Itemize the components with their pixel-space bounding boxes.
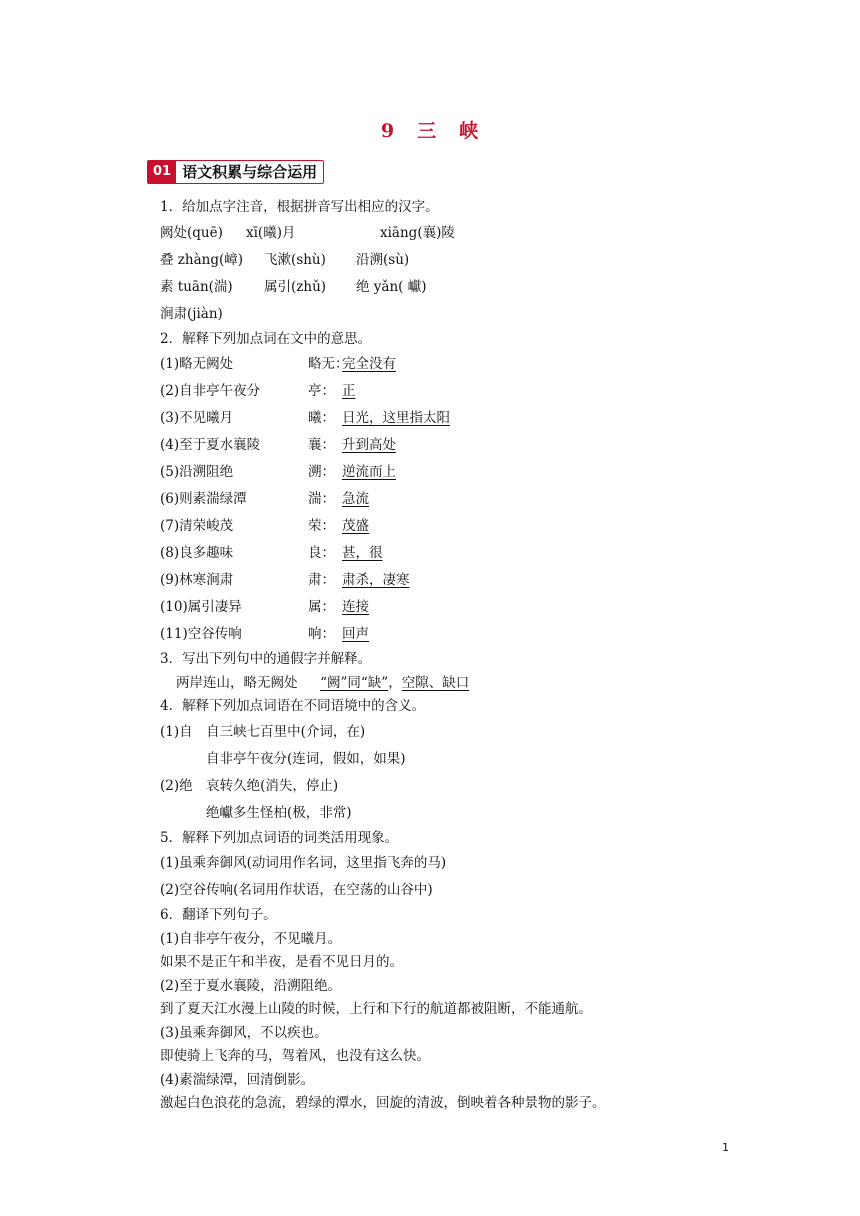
q2-item bbox=[160, 351, 720, 378]
q2-item bbox=[160, 432, 720, 459]
q2-answer: 完全没有 bbox=[342, 356, 396, 372]
q2-item bbox=[160, 405, 720, 432]
q2-answer: 正 bbox=[342, 383, 356, 399]
q3-sentence: 两岸连山，略无阙处 bbox=[176, 674, 298, 691]
q6-source-sentence: (2)至于夏水襄陵，沿溯阻绝。 bbox=[160, 977, 342, 994]
q3-answer-b: 空隙、缺口 bbox=[401, 674, 470, 691]
q6-list bbox=[160, 928, 720, 1116]
q1-row-1 bbox=[160, 220, 720, 247]
q6-heading: 6．翻译下列句子。 bbox=[160, 907, 277, 923]
q2-word: 溯： bbox=[308, 464, 335, 480]
q2-item bbox=[160, 513, 720, 540]
q2-answer: 日光，这里指太阳 bbox=[342, 410, 450, 426]
q2-word: 曦： bbox=[308, 410, 335, 426]
q4-line-3: (2)绝 哀转久绝(消失，停止) bbox=[160, 777, 339, 794]
q2-answer: 肃杀，凄寒 bbox=[342, 572, 410, 588]
q2-word: 亭： bbox=[308, 383, 335, 399]
q1-row-4 bbox=[160, 301, 720, 328]
q3-answer-line bbox=[160, 672, 720, 696]
q1-row-2 bbox=[160, 247, 720, 274]
q2-word: 响： bbox=[308, 626, 335, 642]
q2-phrase: (4)至于夏水襄陵 bbox=[160, 437, 261, 453]
lesson-number: 9 bbox=[380, 120, 396, 142]
q3-answer-a: “阙”同“缺” bbox=[320, 674, 389, 691]
pinyin-item: xī(曦)月 bbox=[246, 224, 296, 241]
q2-phrase: (7)清荣峻茂 bbox=[160, 518, 234, 534]
q2-phrase: (3)不见曦月 bbox=[160, 410, 234, 426]
q2-phrase: (10)属引凄异 bbox=[160, 599, 242, 615]
q6-source-sentence: (4)素湍绿潭，回清倒影。 bbox=[160, 1071, 315, 1088]
q5-line-2: (2)空谷传响(名词用作状语，在空荡的山谷中) bbox=[160, 882, 433, 898]
q2-list bbox=[160, 351, 720, 648]
q2-item bbox=[160, 594, 720, 621]
q2-word: 略无： bbox=[308, 356, 349, 372]
q2-answer: 茂盛 bbox=[342, 518, 369, 534]
q2-word: 属： bbox=[308, 599, 335, 615]
title-char-1: 三 bbox=[417, 120, 438, 142]
q2-answer: 甚，很 bbox=[342, 545, 383, 561]
q2-phrase: (11)空谷传响 bbox=[160, 626, 242, 642]
q2-word: 襄： bbox=[308, 437, 335, 453]
section-header bbox=[147, 160, 324, 184]
q2-phrase: (1)略无阙处 bbox=[160, 356, 234, 372]
q2-word: 荣： bbox=[308, 518, 335, 534]
q1-row-3 bbox=[160, 274, 720, 301]
q2-item bbox=[160, 567, 720, 594]
pinyin-item: 阙处(quē) bbox=[160, 224, 223, 241]
q3-heading: 3．写出下列句中的通假字并解释。 bbox=[160, 651, 372, 667]
q2-phrase: (8)良多趣味 bbox=[160, 545, 234, 561]
q2-phrase: (9)林寒涧肃 bbox=[160, 572, 234, 588]
q6-translation: 到了夏天江水漫上山陵的时候，上行和下行的航道都被阻断，不能通航。 bbox=[160, 1001, 592, 1017]
q6-translation: 即使骑上飞奔的马，驾着风，也没有这么快。 bbox=[160, 1048, 430, 1064]
q4-line-1: (1)自 自三峡七百里中(介词，在) bbox=[160, 723, 366, 740]
q2-phrase: (2)自非亭午夜分 bbox=[160, 383, 261, 399]
section-label: 语文积累与综合运用 bbox=[182, 163, 318, 181]
page-title bbox=[0, 116, 860, 143]
page-number: 1 bbox=[722, 1141, 729, 1154]
q1-heading: 1．给加点字注音，根据拼音写出相应的汉字。 bbox=[160, 199, 439, 215]
q2-word: 肃： bbox=[308, 572, 335, 588]
q6-translation: 如果不是正午和半夜，是看不见日月的。 bbox=[160, 954, 403, 970]
q6-source-sentence: (1)自非亭午夜分，不见曦月。 bbox=[160, 930, 342, 947]
q2-phrase: (6)则素湍绿潭 bbox=[160, 491, 247, 507]
pinyin-item: 涧肃(jiàn) bbox=[160, 305, 223, 322]
q6-translation: 激起白色浪花的急流，碧绿的潭水，回旋的清波，倒映着各种景物的影子。 bbox=[160, 1095, 606, 1111]
q2-item bbox=[160, 378, 720, 405]
pinyin-item: 绝 yǎn( 巘) bbox=[356, 278, 427, 295]
q2-heading: 2．解释下列加点词在文中的意思。 bbox=[160, 330, 372, 347]
q2-item bbox=[160, 486, 720, 513]
q2-item bbox=[160, 459, 720, 486]
q2-answer: 逆流而上 bbox=[342, 464, 396, 480]
q2-item bbox=[160, 540, 720, 567]
worksheet-content bbox=[160, 196, 720, 1116]
q2-word: 湍： bbox=[308, 491, 335, 507]
q4-line-2: 自非亭午夜分(连词，假如，如果) bbox=[206, 750, 406, 767]
q5-heading: 5．解释下列加点词语的词类活用现象。 bbox=[160, 829, 399, 846]
q5-line-1: (1)虽乘奔御风(动词用作名词，这里指飞奔的马) bbox=[160, 855, 447, 871]
pinyin-item: 沿溯(sù) bbox=[356, 251, 410, 268]
q2-answer: 急流 bbox=[342, 491, 369, 507]
q2-item bbox=[160, 621, 720, 648]
pinyin-item: 飞漱(shù) bbox=[264, 251, 326, 268]
q2-answer: 连接 bbox=[342, 599, 369, 615]
q4-heading: 4．解释下列加点词语在不同语境中的含义。 bbox=[160, 698, 426, 714]
section-number-badge: 01 bbox=[148, 161, 176, 183]
pinyin-item: 叠 zhàng(嶂) bbox=[160, 251, 244, 268]
q3-comma: ， bbox=[388, 674, 402, 691]
q2-word: 良： bbox=[308, 545, 335, 561]
q6-source-sentence: (3)虽乘奔御风，不以疾也。 bbox=[160, 1024, 328, 1041]
q2-answer: 升到高处 bbox=[342, 437, 396, 453]
title-char-2: 峡 bbox=[459, 120, 480, 142]
q2-phrase: (5)沿溯阻绝 bbox=[160, 464, 234, 480]
q4-line-4: 绝巘多生怪柏(极，非常) bbox=[206, 804, 352, 821]
q2-answer: 回声 bbox=[342, 626, 369, 642]
pinyin-item: 属引(zhǔ) bbox=[264, 278, 327, 295]
pinyin-item: xiāng(襄)陵 bbox=[380, 224, 455, 241]
pinyin-item: 素 tuān(湍) bbox=[160, 278, 233, 295]
